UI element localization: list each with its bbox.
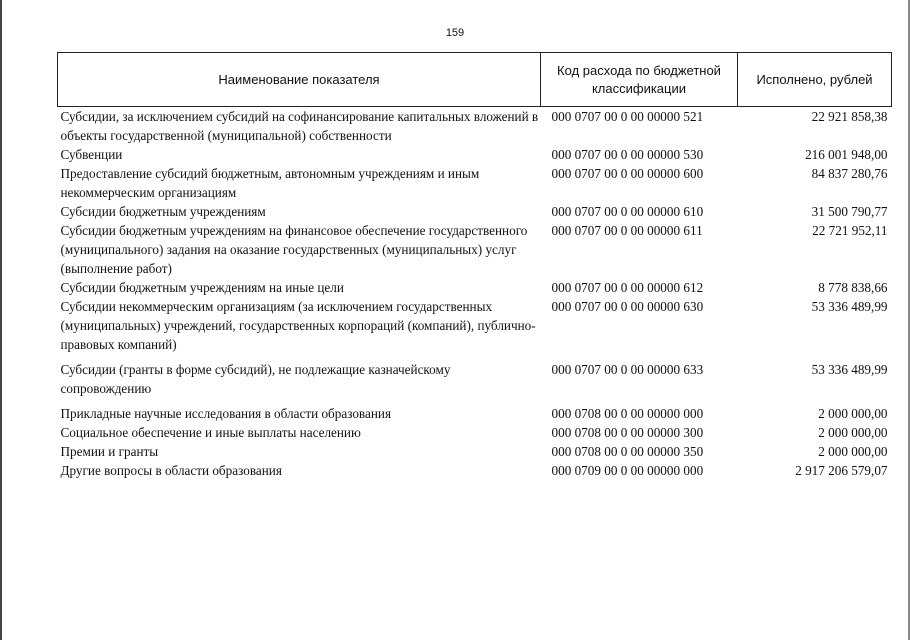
row-name: Прикладные научные исследования в области образования: [60, 406, 392, 421]
row-name: Субсидии бюджетным учреждениям на финансовое обеспечение государственного (муниципального) задания на оказание государственных (муниципальных) услуг (выполнение работ): [60, 223, 528, 276]
row-sum: 2 000 000,00: [818, 425, 888, 440]
row-code: 000 0707 00 0 00 00000 521: [551, 109, 704, 124]
row-code: 000 0708 00 0 00 00000 300: [551, 425, 704, 440]
row-name: Субсидии бюджетным учреждениям: [60, 204, 266, 219]
table-row: [58, 221, 892, 278]
table-header-row: [58, 53, 892, 107]
table-row: [58, 145, 892, 164]
table-row: [58, 107, 892, 146]
header-code: Код расхода по бюджетной классификации: [541, 53, 738, 107]
row-code: 000 0707 00 0 00 00000 612: [551, 280, 704, 295]
row-code: 000 0709 00 0 00 00000 000: [551, 463, 704, 478]
row-code: 000 0707 00 0 00 00000 611: [551, 223, 703, 238]
row-code: 000 0707 00 0 00 00000 530: [551, 147, 704, 162]
row-name: Премии и гранты: [60, 444, 159, 459]
table-row: [58, 423, 892, 442]
row-sum: 2 000 000,00: [818, 444, 888, 459]
row-code: 000 0708 00 0 00 00000 000: [551, 406, 704, 421]
table-row: [58, 442, 892, 461]
row-sum: 216 001 948,00: [805, 147, 888, 162]
row-name: Субвенции: [60, 147, 123, 162]
table-row: [58, 398, 892, 423]
row-name: Предоставление субсидий бюджетным, автономным учреждениям и иным некоммерческим организациям: [60, 166, 480, 200]
table-row: [58, 202, 892, 221]
scan-edge-left: [0, 0, 2, 640]
table-row: [58, 297, 892, 354]
table-row: [58, 278, 892, 297]
table-row: [58, 354, 892, 398]
row-sum: 22 921 858,38: [811, 109, 888, 124]
row-sum: 2 917 206 579,07: [795, 463, 888, 478]
budget-table: [57, 52, 892, 480]
row-code: 000 0707 00 0 00 00000 610: [551, 204, 704, 219]
row-sum: 2 000 000,00: [818, 406, 888, 421]
page-number: 159: [445, 27, 465, 39]
row-sum: 84 837 280,76: [811, 166, 888, 181]
row-name: Другие вопросы в области образования: [60, 463, 282, 478]
row-code: 000 0708 00 0 00 00000 350: [551, 444, 704, 459]
row-sum: 31 500 790,77: [811, 204, 888, 219]
row-code: 000 0707 00 0 00 00000 600: [551, 166, 704, 181]
row-sum: 8 778 838,66: [818, 280, 888, 295]
table-row: [58, 461, 892, 480]
row-name: Субсидии, за исключением субсидий на софинансирование капитальных вложений в объекты государственной (муниципальной) собственности: [60, 109, 539, 143]
row-name: Социальное обеспечение и иные выплаты населению: [60, 425, 361, 440]
row-name: Субсидии бюджетным учреждениям на иные цели: [60, 280, 344, 295]
table-row: [58, 164, 892, 202]
header-name: Наименование показателя: [58, 53, 541, 107]
header-sum: Исполнено, рублей: [738, 53, 892, 107]
row-sum: 53 336 489,99: [811, 299, 888, 314]
row-code: 000 0707 00 0 00 00000 633: [551, 362, 704, 377]
row-name: Субсидии (гранты в форме субсидий), не подлежащие казначейскому сопровождению: [60, 362, 451, 396]
row-sum: 22 721 952,11: [812, 223, 888, 238]
row-code: 000 0707 00 0 00 00000 630: [551, 299, 704, 314]
row-sum: 53 336 489,99: [811, 362, 888, 377]
row-name: Субсидии некоммерческим организациям (за исключением государственных (муниципальных) учреждений, государственных корпораций (компаний), публично-правовых компаний): [60, 299, 536, 352]
